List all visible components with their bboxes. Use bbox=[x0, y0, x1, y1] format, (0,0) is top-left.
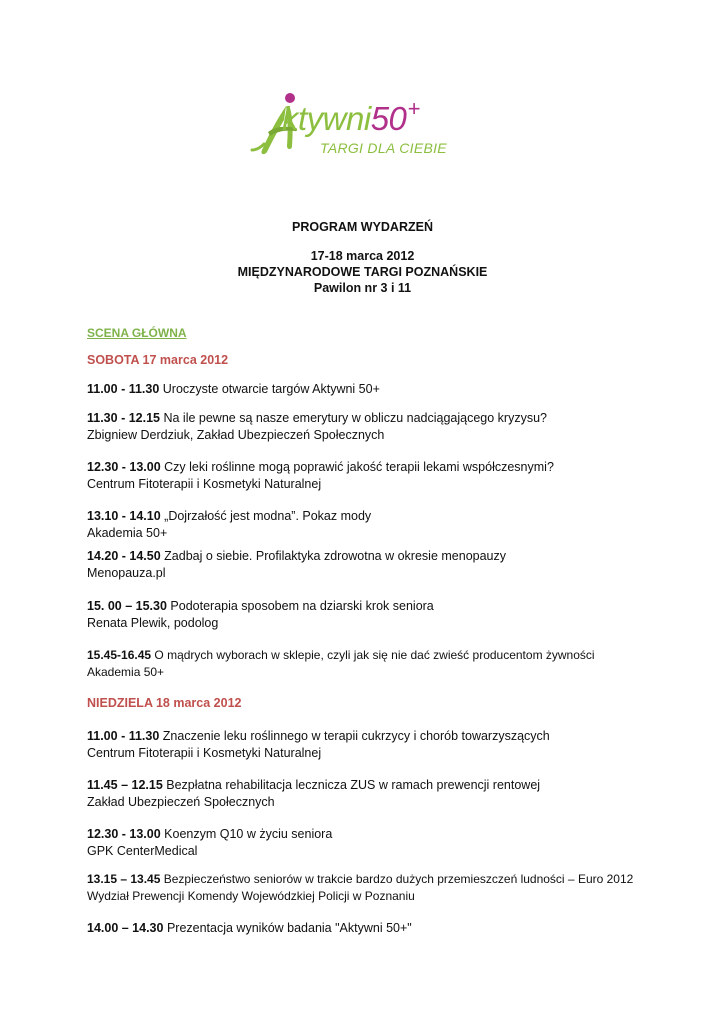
event-title: Znaczenie leku roślinnego w terapii cukrzycy i chorób towarzyszących bbox=[162, 729, 550, 743]
event-title: Bezpieczeństwo seniorów w trakcie bardzo dużych przemieszczeń ludności – Euro 2012 bbox=[163, 872, 634, 886]
event-time: 13.10 - 14.10 bbox=[87, 509, 161, 523]
event-organizer: Wydział Prewencji Komendy Wojewódzkiej Policji w Poznaniu bbox=[87, 889, 415, 903]
saturday-heading: SOBOTA 17 marca 2012 bbox=[87, 353, 229, 367]
event-time: 13.15 – 13.45 bbox=[87, 872, 161, 886]
sunday-event-4 bbox=[87, 871, 633, 905]
event-time: 15. 00 – 15.30 bbox=[87, 599, 167, 613]
logo-word-purple: 50 bbox=[370, 100, 407, 137]
logo-word-green: ktywni bbox=[282, 100, 371, 137]
event-time: 11.00 - 11.30 bbox=[87, 382, 160, 396]
event-time: 12.30 - 13.00 bbox=[87, 460, 161, 474]
event-title: O mądrych wyborach w sklepie, czyli jak się nie dać zwieść producentom żywności bbox=[154, 648, 595, 662]
event-time: 14.00 – 14.30 bbox=[87, 921, 164, 935]
event-title: Na ile pewne są nasze emerytury w obliczu nadciągającego kryzysu? bbox=[163, 411, 547, 425]
saturday-event-1 bbox=[87, 381, 380, 398]
sunday-event-5 bbox=[87, 920, 412, 937]
event-title: Prezentacja wyników badania "Aktywni 50+" bbox=[166, 921, 412, 935]
sunday-event-2 bbox=[87, 777, 540, 811]
logo-tagline: TARGI DLA CIEBIE bbox=[320, 140, 447, 156]
saturday-event-4 bbox=[87, 508, 371, 542]
sunday-event-3 bbox=[87, 826, 332, 860]
event-time: 14.20 - 14.50 bbox=[87, 549, 161, 563]
program-title: PROGRAM WYDARZEŃ bbox=[292, 220, 433, 234]
sunday-event-1 bbox=[87, 728, 550, 762]
aktywni-logo bbox=[248, 88, 478, 168]
event-dates: 17-18 marca 2012 bbox=[310, 249, 415, 263]
event-organizer: Akademia 50+ bbox=[87, 665, 165, 679]
event-time: 12.30 - 13.00 bbox=[87, 827, 161, 841]
event-organizer: Zbigniew Derdziuk, Zakład Ubezpieczeń Społecznych bbox=[87, 428, 385, 442]
event-organizer: Akademia 50+ bbox=[87, 526, 168, 540]
event-organizer: Zakład Ubezpieczeń Społecznych bbox=[87, 795, 275, 809]
event-pavilion: Pawilon nr 3 i 11 bbox=[313, 281, 412, 295]
saturday-event-5 bbox=[87, 548, 506, 582]
saturday-event-6 bbox=[87, 598, 434, 632]
event-time: 15.45-16.45 bbox=[87, 648, 152, 662]
event-title: Uroczyste otwarcie targów Aktywni 50+ bbox=[162, 382, 380, 396]
sunday-heading: NIEDZIELA 18 marca 2012 bbox=[87, 696, 242, 710]
event-title: Koenzym Q10 w życiu seniora bbox=[164, 827, 333, 841]
event-title: Podoterapia sposobem na dziarski krok seniora bbox=[170, 599, 434, 613]
event-venue: MIĘDZYNARODOWE TARGI POZNAŃSKIE bbox=[237, 265, 488, 279]
saturday-event-7 bbox=[87, 647, 595, 681]
event-time: 11.45 – 12.15 bbox=[87, 778, 163, 792]
saturday-event-3 bbox=[87, 459, 554, 493]
event-organizer: GPK CenterMedical bbox=[87, 844, 198, 858]
logo-wordmark bbox=[282, 96, 420, 138]
event-organizer: Menopauza.pl bbox=[87, 566, 166, 580]
event-time: 11.00 - 11.30 bbox=[87, 729, 160, 743]
event-time: 11.30 - 12.15 bbox=[87, 411, 160, 425]
event-title: Zadbaj o siebie. Profilaktyka zdrowotna w okresie menopauzy bbox=[164, 549, 506, 563]
scene-heading: SCENA GŁÓWNA bbox=[87, 326, 187, 340]
event-title: Czy leki roślinne mogą poprawić jakość terapii lekami współczesnymi? bbox=[164, 460, 554, 474]
event-organizer: Renata Plewik, podolog bbox=[87, 616, 219, 630]
logo-plus: + bbox=[407, 96, 420, 121]
event-title: „Dojrzałość jest modna”. Pokaz mody bbox=[164, 509, 372, 523]
event-title: Bezpłatna rehabilitacja lecznicza ZUS w ramach prewencji rentowej bbox=[166, 778, 541, 792]
saturday-event-2 bbox=[87, 410, 547, 444]
event-organizer: Centrum Fitoterapii i Kosmetyki Naturalnej bbox=[87, 477, 322, 491]
event-organizer: Centrum Fitoterapii i Kosmetyki Naturalnej bbox=[87, 746, 322, 760]
